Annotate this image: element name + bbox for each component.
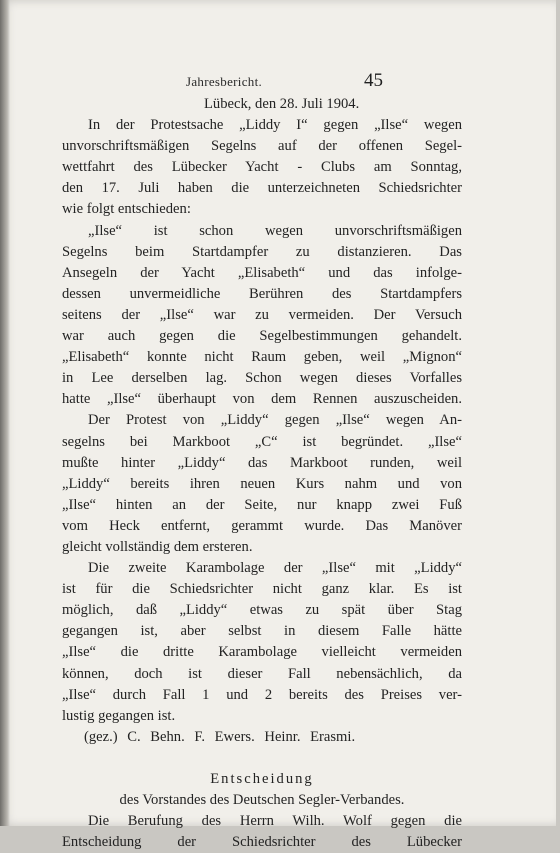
text-line: Entscheidung (210, 771, 314, 787)
text-line: gleicht vollständig dem ersteren. (62, 538, 253, 555)
body-text (62, 94, 462, 853)
text-line: gegangen ist, aber selbst in diesem Falle hätte (62, 623, 462, 640)
text-line: wie folgt entschieden: (62, 201, 191, 218)
text-line: segelns bei Markboot „C“ ist begründet. „Ilse“ (62, 433, 462, 450)
text-line: „Elisabeth“ konnte nicht Raum geben, weil „Mignon“ (62, 349, 462, 366)
text-line: können, doch ist dieser Fall nebensächlich, da (62, 665, 462, 682)
text-line: Die Berufung des Herrn Wilh. Wolf gegen die (88, 813, 462, 830)
book-spine-shadow (0, 0, 10, 826)
text-line: dessen unvermeidliche Berühren des Startdampfers (62, 285, 462, 302)
text-line: mußte hinter „Liddy“ das Markboot runden, weil (62, 454, 462, 471)
text-line: hatte „Ilse“ überhaupt von dem Rennen auszuscheiden. (62, 391, 462, 408)
text-line: Die zweite Karambolage der „Ilse“ mit „Liddy“ (88, 560, 462, 577)
text-line: „Ilse“ ist schon wegen unvorschriftsmäßigen (88, 222, 462, 239)
text-line: „Ilse“ durch Fall 1 und 2 bereits des Preises ver- (62, 686, 462, 703)
text-line: Lübeck, den 28. Juli 1904. (204, 96, 360, 112)
text-line: (gez.) C. Behn. F. Ewers. Heinr. Erasmi. (84, 728, 356, 745)
text-line: in Lee derselben lag. Schon wegen dieses Vorfalles (62, 370, 462, 387)
text-line: war auch gegen die Segelbestimmungen gehandelt. (62, 328, 462, 345)
text-line: Ansegeln der Yacht „Elisabeth“ und das infolge- (62, 264, 462, 281)
text-line: „Ilse“ die dritte Karambolage vielleicht vermeiden (62, 644, 462, 661)
text-line: möglich, daß „Liddy“ etwas zu spät über Stag (62, 602, 462, 619)
text-line: „Liddy“ bereits ihren neuen Kurs nahm und von (62, 475, 462, 492)
text-line: den 17. Juli haben die unterzeichneten Schiedsrichter (62, 180, 462, 197)
text-line: Segelns beim Startdampfer zu distanzieren. Das (62, 243, 462, 260)
text-line: Entscheidung der Schiedsrichter des Lübecker (62, 834, 462, 851)
running-head: Jahresbericht. (186, 74, 263, 89)
text-line: In der Protestsache „Liddy I“ gegen „Ilse“ wegen (88, 117, 462, 134)
blank-line (62, 748, 462, 769)
text-line: seitens der „Ilse“ war zu vermeiden. Der Versuch (62, 306, 462, 323)
text-line: des Vorstandes des Deutschen Segler-Verbandes. (119, 792, 405, 809)
text-line: unvorschriftsmäßigen Segelns auf der offenen Segel- (62, 138, 462, 155)
text-line: Der Protest von „Liddy“ gegen „Ilse“ wegen An- (88, 412, 462, 429)
text-line: wettfahrt des Lübecker Yacht - Clubs am Sonntag, (62, 159, 462, 176)
text-line: vom Heck entfernt, gerammt wurde. Das Manöver (62, 517, 462, 534)
text-line: „Ilse“ hinten an der Seite, nur knapp zwei Fuß (62, 496, 462, 513)
page-number: 45 (364, 70, 383, 91)
text-line: ist für die Schiedsrichter nicht ganz klar. Es ist (62, 581, 462, 598)
text-line: lustig gegangen ist. (62, 707, 176, 724)
page-header (0, 70, 556, 92)
